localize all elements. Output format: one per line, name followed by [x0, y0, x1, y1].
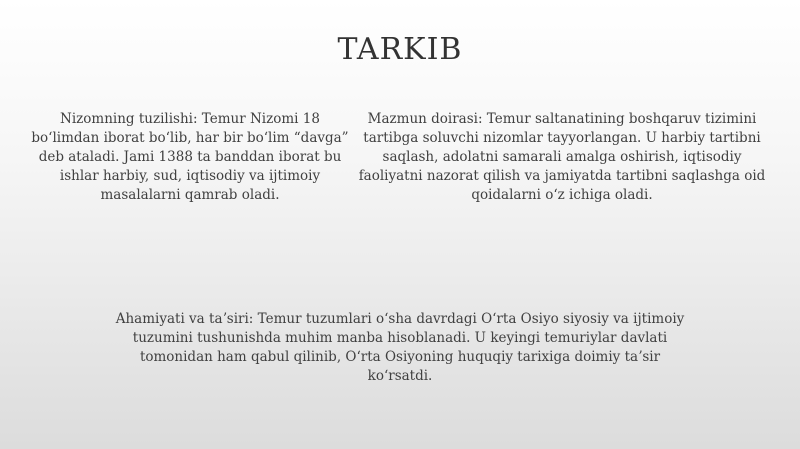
structure-paragraph: Nizomning tuzilishi: Temur Nizomi 18 boʻlimdan iborat boʻlib, har bir boʻlim “davga” deb ataladi. Jami 1388 ta banddan iborat bu ishlar harbiy, sud, iqtisodiy va ijtimoiy masalalarni qamrab oladi. — [31, 111, 349, 203]
slide-title: TARKIB — [337, 32, 463, 67]
scope-paragraph: Mazmun doirasi: Temur saltanatining boshqaruv tizimini tartibga soluvchi nizomlar tayyorlangan. U harbiy tartibni saqlash, adolatni samarali amalga oshirish, iqtisodiy faoliyatni nazorat qilish va jamiyatda tartibni saqlashga oid qoidalarni oʻz ichiga oladi. — [358, 111, 766, 203]
significance-paragraph: Ahamiyati va taʼsiri: Temur tuzumlari oʻsha davrdagi Oʻrta Osiyo siyosiy va ijtimoiy tuzumini tushunishda muhim manba hisoblanadi. U keyingi temuriylar davlati tomonidan ham qabul qilinib, Oʻrta Osiyoning huquqiy tarixiga doimiy taʼsir koʻrsatdi. — [115, 311, 685, 384]
